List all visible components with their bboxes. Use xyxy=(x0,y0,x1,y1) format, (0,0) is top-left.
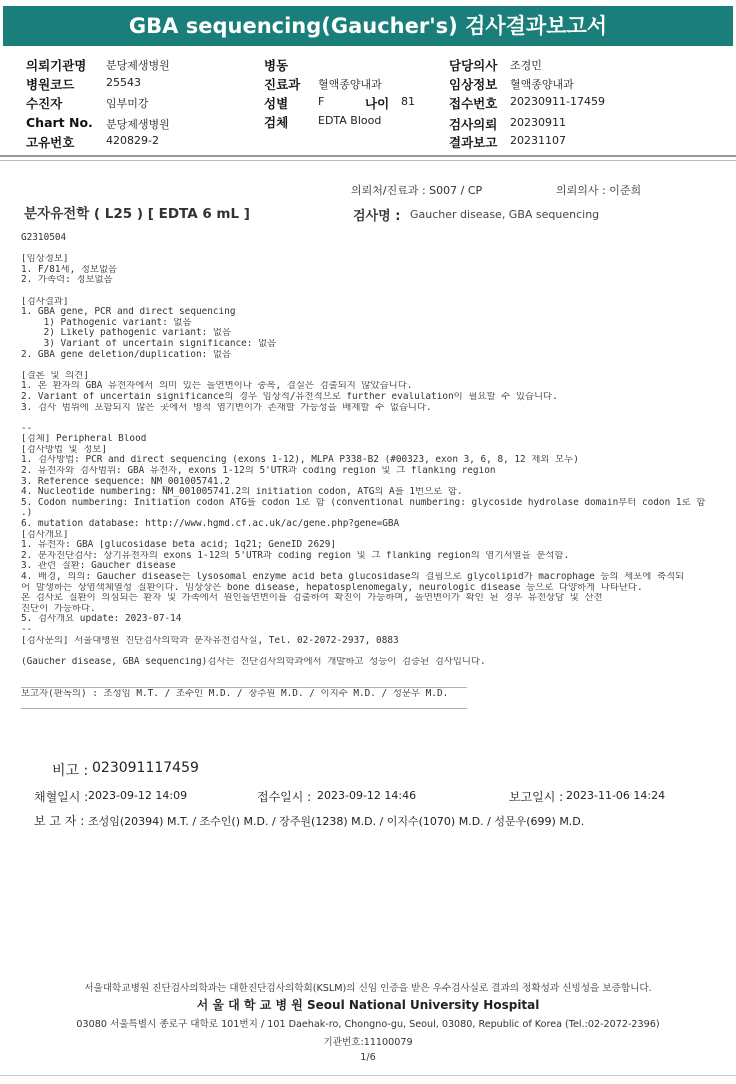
time-value: 2023-11-06 14:24 xyxy=(566,789,666,802)
time-value: 2023-09-12 14:46 xyxy=(317,789,417,802)
meta-label: 진료과 xyxy=(264,77,301,92)
meta-label: 담당의사 xyxy=(449,58,498,73)
report-line: 3. Reference sequence: NM_001005741.2 xyxy=(21,476,230,487)
divider xyxy=(0,155,736,157)
report-line: 4. Nucleotide numbering: NM_001005741.2의 initiation codon, ATG의 A를 1번으로 함. xyxy=(21,487,463,498)
report-line: 진단이 가능하다. xyxy=(21,603,96,614)
cert-statement: 서울대학교병원 진단검사의학과는 대한진단검사의학회(KSLM)의 신임 인증을 받은 우수검사실로 결과의 정확성과 신빙성을 보증합니다. xyxy=(84,983,652,994)
report-line: _______________________________________________________________________________ xyxy=(21,699,467,710)
hospital-address: 03080 서울특별시 종로구 대학로 101번지 / 101 Daehak-ro, Chongno-gu, Seoul, 03080, Republic of Korea (Tel.:02-2072-2396) xyxy=(76,1019,660,1030)
meta-value: 20230911 xyxy=(510,116,566,129)
meta-value: 혈액종양내과 xyxy=(510,78,574,91)
header xyxy=(0,0,736,52)
remark-label: 비고 : xyxy=(52,763,89,779)
institution-number: 기관번호:11100079 xyxy=(323,1037,413,1048)
report-line: 보고자(판독의) : 조성임 M.T. / 조수인 M.D. / 장주원 M.D. / 이지수 M.D. / 성문우 M.D. xyxy=(21,688,449,699)
report-title: GBA sequencing(Gaucher's) 검사결과보고서 xyxy=(3,6,733,46)
test-name-value: Gaucher disease, GBA sequencing xyxy=(410,208,600,221)
report-line: 3. 검사 범위에 포함되지 않은 곳에서 병적 염기변이가 존재할 가능성을 배제할 수 없습니다. xyxy=(21,402,432,413)
section-title: 분자유전학 ( L25 ) [ EDTA 6 mL ] xyxy=(24,206,250,222)
report-line: [결론 및 의견] xyxy=(21,370,89,381)
report-line xyxy=(21,360,733,371)
report-line: 1. 본 환자의 GBA 유전자에서 의미 있는 돌연변이나 중복, 결실은 검출되지 않았습니다. xyxy=(21,381,413,392)
meta-label: 검사의뢰 xyxy=(449,117,498,132)
report-line: [임상정보] xyxy=(21,254,69,265)
report-line: (Gaucher disease, GBA sequencing)검사는 진단검사의학과에서 개발하고 성능이 검증된 검사입니다. xyxy=(21,656,486,667)
report-line: 6. mutation database: http://www.hgmd.cf.ac.uk/ac/gene.php?gene=GBA xyxy=(21,519,400,530)
meta-value: F xyxy=(318,95,325,108)
report-line: 2. 분자진단검사: 상기유전자의 exons 1-12의 5'UTR과 coding region 및 그 flanking region의 염기서열을 분석함. xyxy=(21,550,570,561)
report-line: [검사문의] 서울대병원 진단검사의학과 분자유전검사실, Tel. 02-2072-2937, 0883 xyxy=(21,635,399,646)
test-name-label: 검사명 : xyxy=(353,209,401,224)
age-value: 81 xyxy=(401,95,415,108)
reporter-label: 보 고 자 : xyxy=(34,814,85,828)
report-line xyxy=(21,667,733,678)
meta-label: 성별 xyxy=(264,96,289,111)
report-line: [검사결과] xyxy=(21,296,69,307)
divider xyxy=(0,1075,736,1076)
meta-value: 임부미강 xyxy=(106,97,149,110)
remark-value: 023091117459 xyxy=(92,760,199,776)
report-line xyxy=(21,646,733,657)
report-line xyxy=(21,244,733,255)
report-line: G2310504 xyxy=(21,233,67,243)
meta-value: 420829-2 xyxy=(106,134,159,147)
time-label: 접수일시 : xyxy=(257,790,312,804)
report-line: 5. Codon numbering: Initiation codon ATG를 codon 1로 함 (conventional numbering: glycoside hydrolase domain부터 codon 1로 함 xyxy=(21,497,706,508)
report-line: 2. GBA gene deletion/duplication: 없음 xyxy=(21,349,232,360)
report-line: 3. 관련 질환: Gaucher disease xyxy=(21,561,176,572)
report-line: 1. 유전자: GBA [glucosidase beta acid; 1q21; GeneID 2629] xyxy=(21,540,337,551)
report-line: 어 발생하는 상염색체열성 질환이다. 임상상은 bone disease, hepatosplenomegaly, neurologic disease 등으로 다양하게 나타난다. xyxy=(21,582,643,593)
meta-value: 25543 xyxy=(106,76,141,89)
meta-label: 임상정보 xyxy=(449,77,498,92)
report-body xyxy=(21,233,733,710)
report-line: 1. 검사방법: PCR and direct sequencing (exons 1-12), MLPA P338-B2 (#00323, exon 3, 6, 8, 12 제외 모두) xyxy=(21,455,579,466)
meta-value: 분당제생병원 xyxy=(106,118,170,131)
meta-label: 결과보고 xyxy=(449,135,498,150)
report-line: 2. 유전자와 검사범위: GBA 유전자, exons 1-12의 5'UTR과 coding region 및 그 flanking region xyxy=(21,466,496,477)
report-line: 2) Likely pathogenic variant: 없음 xyxy=(21,328,232,339)
report-line: 1) Pathogenic variant: 없음 xyxy=(21,317,192,328)
report-line: 2. Variant of uncertain significance의 경우 임상적/유전적으로 further evalulation이 필요할 수 있습니다. xyxy=(21,391,558,402)
meta-label: 의뢰기관명 xyxy=(26,58,87,73)
page-number: 1/6 xyxy=(360,1052,376,1063)
report-line: 본 검사로 질환이 의심되는 환자 및 가족에서 원인돌연변이를 검출하여 확진이 가능하며, 돌연변이가 확인 된 경우 유전상담 및 산전 xyxy=(21,593,603,604)
report-line: 3) Variant of uncertain significance: 없음 xyxy=(21,338,277,349)
report-line: .) xyxy=(21,508,33,519)
meta-value: EDTA Blood xyxy=(318,114,382,127)
meta-label: 수진자 xyxy=(26,96,63,111)
time-value: 2023-09-12 14:09 xyxy=(88,789,188,802)
report-line: 2. 가족력: 정보없음 xyxy=(21,275,113,286)
meta-value: 20231107 xyxy=(510,134,566,147)
divider xyxy=(0,160,736,161)
meta-label: Chart No. xyxy=(26,115,93,130)
meta-label: 병동 xyxy=(264,58,289,73)
report-line: _______________________________________________________________________________ xyxy=(21,677,467,688)
meta-label: 검체 xyxy=(264,115,289,130)
report-line: -- xyxy=(21,624,33,635)
report-line xyxy=(21,286,733,297)
time-label: 보고일시 : xyxy=(509,790,564,804)
reporter-value: 조성임(20394) M.T. / 조수인() M.D. / 장주원(1238) M.D. / 이지수(1070) M.D. / 성문우(699) M.D. xyxy=(88,815,585,828)
time-label: 채혈일시 : xyxy=(34,790,89,804)
meta-label: 접수번호 xyxy=(449,96,498,111)
meta-value: 조경민 xyxy=(510,59,542,72)
hospital-name: 서 울 대 학 교 병 원 Seoul National University Hospital xyxy=(196,998,540,1012)
report-line: [검사방법 및 정보] xyxy=(21,444,107,455)
meta-value: 혈액종양내과 xyxy=(318,78,382,91)
report-line: -- xyxy=(21,423,33,434)
dept-line: 의뢰처/진료과 : S007 / CP xyxy=(351,184,483,197)
doctor-line: 의뢰의사 : 이준희 xyxy=(556,184,642,197)
meta-label: 고유번호 xyxy=(26,135,75,150)
meta-value: 분당제생병원 xyxy=(106,59,170,72)
meta-value: 20230911-17459 xyxy=(510,95,605,108)
report-line: 1. F/81세, 정보없음 xyxy=(21,264,118,275)
report-line: 4. 배경, 의의: Gaucher disease는 lysosomal enzyme acid beta glucosidase의 결핍으로 glycolipid가 macrophage 등의 세포에 축적되 xyxy=(21,572,685,582)
age-label: 나이 xyxy=(365,96,390,111)
meta-label: 병원코드 xyxy=(26,77,75,92)
report-line: 5. 검사개요 update: 2023-07-14 xyxy=(21,614,182,625)
report-line: 1. GBA gene, PCR and direct sequencing xyxy=(21,307,236,318)
report-line: [검사개요] xyxy=(21,529,69,540)
report-line xyxy=(21,413,733,424)
report-line: [검체] Peripheral Blood xyxy=(21,434,147,445)
